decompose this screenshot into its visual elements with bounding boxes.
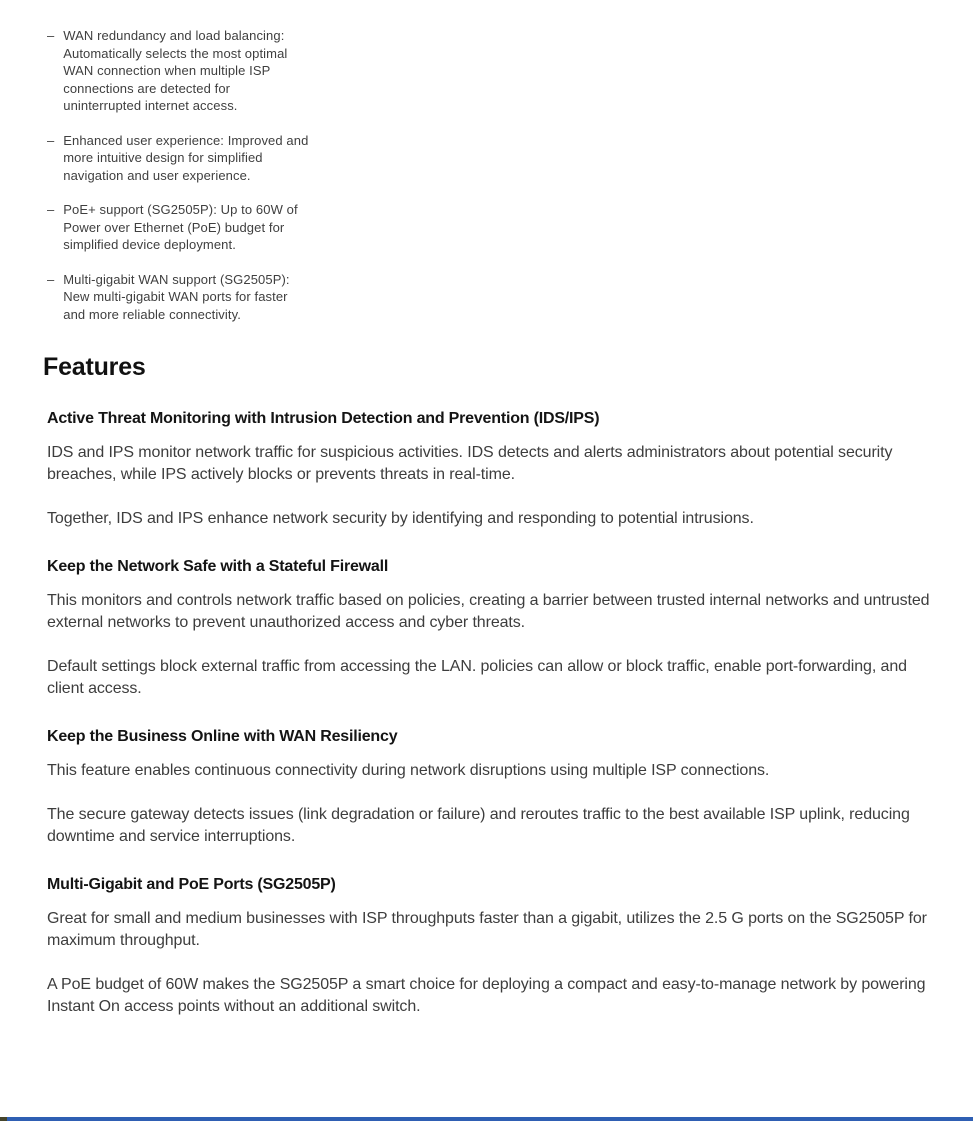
section-heading: Keep the Business Online with WAN Resiliency [47, 728, 398, 745]
list-item-text: PoE+ support (SG2505P): Up to 60W of Power over Ethernet (PoE) budget for simplified device deployment. [63, 202, 298, 252]
paragraph: IDS and IPS monitor network traffic for suspicious activities. IDS detects and alerts administrators about potential security breaches, while IPS actively blocks or prevents threats in real-time. [47, 444, 893, 483]
section-heading: Multi-Gigabit and PoE Ports (SG2505P) [47, 876, 336, 893]
list-item [47, 201, 347, 254]
feature-section-multigigabit-poe [47, 876, 940, 1018]
feature-section-stateful-firewall [47, 558, 940, 700]
paragraph: The secure gateway detects issues (link degradation or failure) and reroutes traffic to the best available ISP uplink, reducing downtime and service interruptions. [47, 806, 910, 845]
feature-section-wan-resiliency [47, 728, 940, 848]
dash-marker: – [47, 28, 55, 43]
paragraph: A PoE budget of 60W makes the SG2505P a smart choice for deploying a compact and easy-to-manage network by powering Instant On access points without an additional switch. [47, 976, 926, 1015]
section-heading: Active Threat Monitoring with Intrusion Detection and Prevention (IDS/IPS) [47, 410, 600, 427]
page-title: Features [43, 353, 146, 381]
dash-marker: – [47, 132, 55, 148]
list-item-text: Enhanced user experience: Improved and more intuitive design for simplified navigation and user experience. [63, 132, 309, 183]
feature-bullet-list [47, 27, 347, 323]
list-item-text: Multi-gigabit WAN support (SG2505P): New multi-gigabit WAN ports for faster and more reliable connectivity. [63, 271, 290, 322]
list-item [47, 132, 347, 185]
feature-section-ids-ips [47, 410, 940, 530]
section-heading: Keep the Network Safe with a Stateful Firewall [47, 558, 389, 575]
list-item-text: WAN redundancy and load balancing: Automatically selects the most optimal WAN connection when multiple ISP connections are detected for uninterrupted internet access. [63, 28, 288, 113]
corner-mark [0, 1117, 7, 1121]
bottom-accent-bar [0, 1117, 973, 1121]
dash-marker: – [47, 202, 55, 217]
list-item [47, 271, 347, 324]
paragraph: Default settings block external traffic from accessing the LAN. policies can allow or block traffic, enable port-forwarding, and client access. [47, 658, 907, 697]
paragraph: Great for small and medium businesses with ISP throughputs faster than a gigabit, utilizes the 2.5 G ports on the SG2505P for maximum throughput. [47, 910, 927, 949]
paragraph: This feature enables continuous connectivity during network disruptions using multiple ISP connections. [47, 762, 770, 779]
dash-marker: – [47, 271, 55, 287]
paragraph: Together, IDS and IPS enhance network security by identifying and responding to potential intrusions. [47, 510, 754, 527]
list-item [47, 27, 347, 115]
paragraph: This monitors and controls network traffic based on policies, creating a barrier between trusted internal networks and untrusted external networks to prevent unauthorized access and cyber threats. [47, 592, 930, 631]
